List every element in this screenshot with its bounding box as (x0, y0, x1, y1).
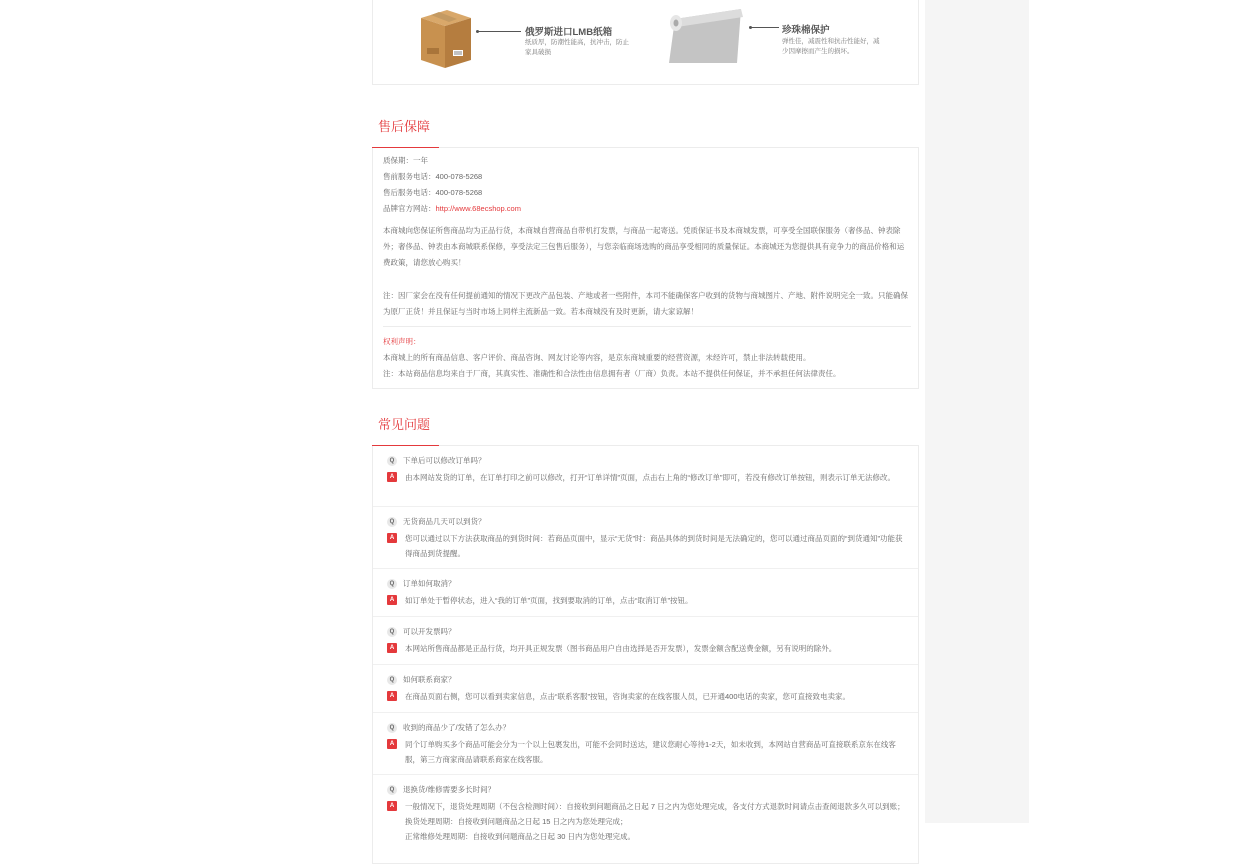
faq-question[interactable]: Q 可以开发票吗？ (387, 626, 456, 638)
after-sale-section-title (372, 119, 919, 148)
faq-section-title (372, 417, 919, 446)
faq-question[interactable]: Q 退换货/维修需要多长时间？ (387, 784, 495, 796)
official-site-row (383, 204, 521, 214)
rights-title: 权利声明： (383, 337, 421, 346)
answer-icon: A (387, 533, 397, 543)
after-sale-title-text: 售后保障 (378, 119, 431, 134)
question-icon: Q (387, 579, 397, 589)
faq-separator (373, 664, 918, 665)
faq-answer: A 您可以通过以下方法获取商品的到货时间：若商品页面中，显示“无货”时：商品具体的到货时间是无法确定的，您可以通过商品页面的“到货通知”功能获得商品到货提醒。 (387, 531, 907, 561)
question-icon: Q (387, 785, 397, 795)
faq-separator (373, 774, 918, 775)
faq-answer: A 由本网站发货的订单，在订单打印之前可以修改，打开“订单详情”页面，点击右上角的“修改订单”即可，若没有修改订单按钮，则表示订单无法修改。 (387, 470, 907, 485)
cardboard-box-image (417, 4, 473, 70)
official-site-link[interactable]: http://www.68ecshop.com (435, 204, 521, 213)
box-title: 俄罗斯进口LMB纸箱 (525, 27, 613, 38)
faq-question[interactable]: Q 如何联系商家？ (387, 674, 456, 686)
guarantee-text: 本商城向您保证所售商品均为正品行货，本商城自营商品自带机打发票，与商品一起寄送。凭质保证书及本商城发票，可享受全国联保服务（奢侈品、钟表除外；奢侈品、钟表由本商城联系保修，享受法定三包售后服务），与您亲临商场选购的商品享受相同的质量保证。本商城还为您提供具有竞争力的商品价格和运费政策，请您放心购买！ (383, 226, 905, 267)
faq-separator (373, 568, 918, 569)
divider (383, 326, 911, 327)
disclaimer-note: 注：因厂家会在没有任何提前通知的情况下更改产品包装、产地或者一些附件，本司不能确保客户收到的货物与商城图片、产地、附件说明完全一致。只能确保为原厂正货！并且保证与当时市场上同样主流新品一致。若本商城没有及时更新，请大家谅解！ (383, 291, 908, 316)
presale-phone: 售前服务电话：400-078-5268 (383, 172, 483, 181)
question-icon: Q (387, 517, 397, 527)
packaging-box (372, 0, 919, 85)
answer-icon: A (387, 801, 397, 811)
faq-answer: A 本网站所售商品都是正品行货，均开具正规发票（图书商品用户自由选择是否开发票），发票金额含配送费金额，另有说明的除外。 (387, 641, 907, 656)
faq-question[interactable]: Q 无货商品几天可以到货？ (387, 516, 486, 528)
faq-separator (373, 712, 918, 713)
leader-dot (749, 26, 752, 29)
box-desc: 纸质厚，防潮性能高，抗冲击，防止家具破损 (525, 39, 629, 56)
rights-line-2: 注：本站商品信息均来自于厂商，其真实性、准确性和合法性由信息拥有者（厂商）负责。本站不提供任何保证，并不承担任何法律责任。 (383, 369, 841, 378)
question-icon: Q (387, 456, 397, 466)
right-sidebar-placeholder (925, 0, 1029, 823)
foam-desc: 弹性佳，减震性和抗击性能好，减少因摩擦而产生的损坏。 (782, 38, 880, 55)
rights-line-1: 本商城上的所有商品信息、客户评价、商品咨询、网友讨论等内容，是京东商城重要的经营资源，未经许可，禁止非法转载使用。 (383, 353, 811, 362)
faq-answer: A 在商品页面右侧，您可以看到卖家信息，点击“联系客服”按钮，咨询卖家的在线客服人员，已开通400电话的卖家，您可直接致电卖家。 (387, 689, 907, 704)
official-site-label: 品牌官方网站： (383, 204, 436, 213)
faq-question[interactable]: Q 订单如何取消？ (387, 578, 456, 590)
foam-roll-image (667, 5, 749, 65)
warranty-text: 质保期：一年 (383, 156, 428, 165)
leader-line (751, 27, 779, 28)
answer-icon: A (387, 643, 397, 653)
answer-icon: A (387, 691, 397, 701)
aftersale-phone: 售后服务电话：400-078-5268 (383, 188, 483, 197)
answer-icon: A (387, 595, 397, 605)
foam-title: 珍珠棉保护 (782, 25, 830, 36)
question-icon: Q (387, 675, 397, 685)
after-sale-panel (372, 148, 919, 389)
question-icon: Q (387, 627, 397, 637)
faq-answer: A 如订单处于暂停状态，进入“我的订单”页面，找到要取消的订单，点击“取消订单”按钮。 (387, 593, 907, 608)
faq-separator (373, 616, 918, 617)
leader-line (477, 31, 521, 32)
faq-answer: A 一般情况下，退货处理周期（不包含检测时间）：自接收到问题商品之日起 7 日之内为您处理完成，各支付方式退款时间请点击查阅退款多久可以到账； 换货处理周期：自接收到问题商品之日起 15 日之内为您处理完成； 正常维修处理周期：自接收到问题商品之日起 30 日内为您处理完成。 (387, 799, 907, 844)
faq-title-text: 常见问题 (378, 417, 431, 432)
faq-separator (373, 506, 918, 507)
faq-question[interactable]: Q 下单后可以修改订单吗？ (387, 455, 486, 467)
question-icon: Q (387, 723, 397, 733)
answer-icon: A (387, 472, 397, 482)
leader-dot (476, 30, 479, 33)
faq-panel (372, 446, 919, 864)
faq-question[interactable]: Q 收到的商品少了/发错了怎么办？ (387, 722, 510, 734)
answer-icon: A (387, 739, 397, 749)
faq-answer: A 同个订单购买多个商品可能会分为一个以上包裹发出，可能不会同时送达，建议您耐心等待1-2天，如未收到，本网站自营商品可直接联系京东在线客服，第三方商家商品请联系商家在线客服。 (387, 737, 907, 767)
